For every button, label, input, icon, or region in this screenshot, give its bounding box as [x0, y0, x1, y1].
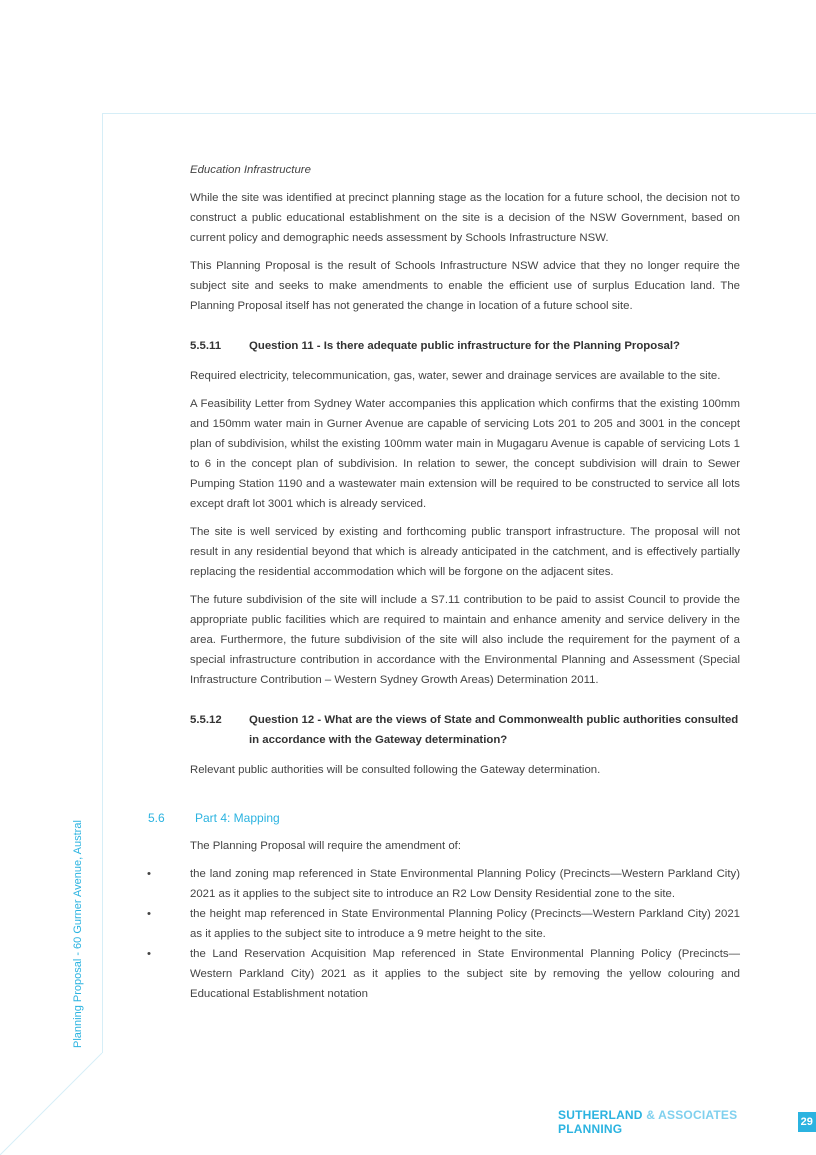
frame-left-rule — [102, 113, 103, 1053]
page-number: 29 — [798, 1112, 816, 1132]
question-11-title: Question 11 - Is there adequate public infrastructure for the Planning Proposal? — [249, 340, 681, 352]
question-12-number: 5.5.12 — [190, 714, 222, 726]
question-12-title: Question 12 - What are the views of State and Commonwealth public authorities consulted in accordance with the Gateway determination? — [249, 714, 739, 746]
bullet-marker: • — [147, 908, 151, 920]
side-label: Planning Proposal - 60 Gurner Avenue, Austral — [72, 820, 84, 1048]
list-item — [147, 864, 740, 904]
mapping-section-heading — [148, 808, 740, 828]
education-paragraph-2: This Planning Proposal is the result of Schools Infrastructure NSW advice that they no longer require the subject site and seeks to make amendments to enable the efficient use of surplus Education land. The Planning Proposal itself has not generated the change in location of a future school site. — [190, 260, 740, 312]
question-11-paragraph-3: The site is well serviced by existing and forthcoming public transport infrastructure. The proposal will not result in any residential beyond that which is already anticipated in the catchment, and is effectively partially replacing the residential accommodation which will be forgone on the adjacent sites. — [190, 526, 740, 578]
question-11-paragraph-4: The future subdivision of the site will include a S7.11 contribution to be paid to assist Council to provide the appropriate public facilities which are required to maintain and enhance amenity and service delivery in the area. Furthermore, the future subdivision of the site will also include the requirement for the payment of a special infrastructure contribution in accordance with the Environmental Planning and Assessment (Special Infrastructure Contribution – Western Sydney Growth Areas) Determination 2011. — [190, 594, 740, 686]
main-content — [147, 160, 740, 1004]
question-11-heading — [190, 336, 740, 356]
list-item — [147, 904, 740, 944]
question-11-number: 5.5.11 — [190, 340, 222, 352]
list-item-text: the height map referenced in State Environmental Planning Policy (Precincts—Western Parkland City) 2021 as it applies to the subject site to introduce a 9 metre height to the site. — [190, 908, 740, 940]
education-paragraph-1: While the site was identified at precinct planning stage as the location for a future school, the decision not to construct a public educational establishment on the site is a decision of the NSW Government, based on current policy and demographic needs assessment by Schools Infrastructure NSW. — [190, 192, 740, 244]
page-footer — [558, 1108, 816, 1136]
question-11-paragraph-1: Required electricity, telecommunication, gas, water, sewer and drainage services are available to the site. — [190, 370, 721, 382]
list-item-text: the Land Reservation Acquisition Map referenced in State Environmental Planning Policy (Precincts—Western Parkland City) 2021 as it applies to the subject site by removing the yellow colouring and Educational Establishment notation — [190, 948, 740, 1000]
question-12-paragraph-1: Relevant public authorities will be consulted following the Gateway determination. — [190, 764, 601, 776]
education-heading: Education Infrastructure — [190, 164, 311, 176]
brand-part-1: SUTHERLAND — [558, 1108, 643, 1122]
mapping-list — [147, 864, 740, 1004]
bullet-marker: • — [147, 948, 151, 960]
mapping-section-title: Part 4: Mapping — [195, 811, 280, 825]
brand-wordmark — [558, 1108, 786, 1136]
frame-top-rule — [102, 113, 816, 114]
brand-part-2: & ASSOCIATES — [642, 1108, 738, 1122]
brand-part-3: PLANNING — [558, 1122, 623, 1136]
question-11-paragraph-2: A Feasibility Letter from Sydney Water accompanies this application which confirms that the existing 100mm and 150mm water main in Gurner Avenue are capable of servicing Lots 201 to 205 and 3001 in the concept plan of subdivision, whilst the existing 100mm water main in Mugagaru Avenue is capable of servicing Lots 1 to 6 in the concept plan of subdivision. In relation to sewer, the concept subdivision will drain to Sewer Pumping Station 1190 and a wastewater main extension will be required to be constructed to service all lots except draft lot 3001 which is already serviced. — [190, 398, 740, 510]
mapping-intro: The Planning Proposal will require the amendment of: — [190, 840, 461, 852]
list-item — [147, 944, 740, 1004]
list-item-text: the land zoning map referenced in State Environmental Planning Policy (Precincts—Western Parkland City) 2021 as it applies to the subject site to introduce an R2 Low Density Residential zone to the site. — [190, 868, 740, 900]
question-12-heading — [190, 710, 740, 750]
bullet-marker: • — [147, 868, 151, 880]
mapping-section-number: 5.6 — [148, 811, 165, 825]
